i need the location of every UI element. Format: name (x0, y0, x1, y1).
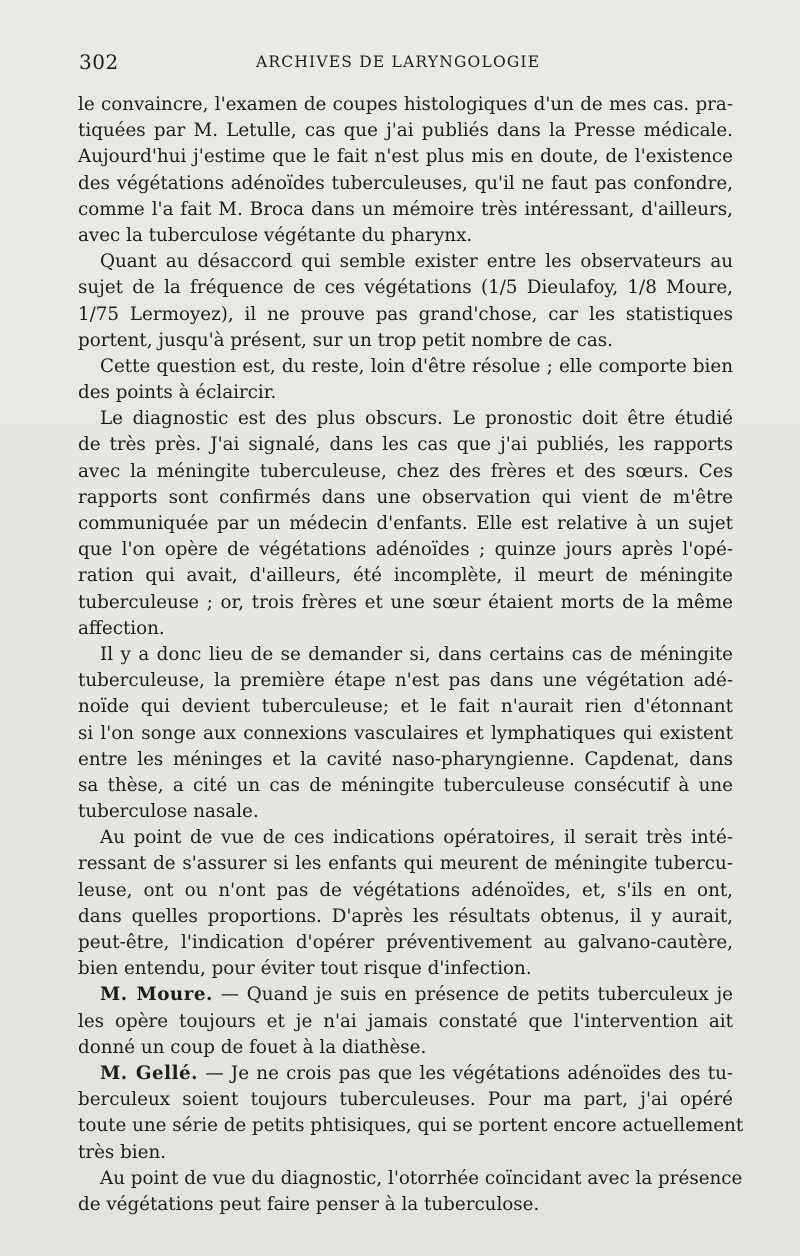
body-text (78, 92, 744, 1218)
text-line: sa thèse, a cité un cas de méningite tuberculeuse consécutif à une (78, 774, 733, 796)
text-line: avec la méningite tuberculeuse, chez des frères et des sœurs. Ces (78, 460, 733, 482)
text-line: toute une série de petits phtisiques, qui se portent encore actuellement (78, 1115, 744, 1137)
text-line: leuse, ont ou n'ont pas de végétations adénoïdes, et, s'ils en ont, (78, 879, 733, 901)
running-head (79, 50, 729, 76)
text-line (78, 982, 733, 1008)
text-line: communiquée par un médecin d'enfants. Elle est relative à un sujet (78, 513, 733, 534)
text-line: très bien. (78, 1141, 167, 1163)
text-line: Il y a donc lieu de se demander si, dans certains cas de méningite (100, 643, 733, 665)
text-line: Aujourd'hui j'estime que le fait n'est plus mis en doute, de l'existence (78, 146, 733, 168)
text-line: le convaincre, l'examen de coupes histologiques d'un de mes cas. pra- (78, 94, 733, 115)
text-line: Le diagnostic est des plus obscurs. Le pronostic doit être étudié (100, 408, 733, 430)
text-line: dans quelles proportions. D'après les résultats obtenus, il y aurait, (78, 905, 733, 927)
paragraph (78, 406, 733, 642)
text-line: les opère toujours et je n'ai jamais constaté que l'intervention ait (78, 1010, 733, 1032)
text-line: ressant de s'assurer si les enfants qui meurent de méningite tubercu- (78, 853, 733, 875)
text-line: Cette question est, du reste, loin d'être résolue ; elle comporte bien (100, 355, 733, 377)
speaker-paragraph-gelle (78, 1061, 744, 1166)
text-line: comme l'a fait M. Broca dans un mémoire très intéressant, d'ailleurs, (78, 198, 733, 220)
paragraph (78, 354, 733, 406)
text-line: sujet de la fréquence de ces végétations (1/5 Dieulafoy, 1/8 Moure, (78, 277, 733, 299)
text-line: avec la tuberculose végétante du pharynx. (78, 224, 473, 246)
text-line: tiquées par M. Letulle, cas que j'ai publiés dans la Presse médicale. (78, 120, 733, 142)
text-line: si l'on songe aux connexions vasculaires et lymphatiques qui existent (78, 722, 733, 744)
paragraph (78, 1166, 743, 1218)
text-line: tuberculeuse ; or, trois frères et une sœur étaient morts de la même (78, 591, 733, 613)
text-line: des végétations adénoïdes tuberculeuses, qu'il ne faut pas confondre, (78, 172, 733, 194)
running-title: ARCHIVES DE LARYNGOLOGIE (256, 53, 541, 71)
text-line: berculeux soient toujours tuberculeuses. Pour ma part, j'ai opéré (78, 1089, 733, 1111)
paragraph (78, 249, 733, 354)
text-line: des points à éclaircir. (78, 382, 277, 404)
text-line: rapports sont confirmés dans une observation qui vient de m'être (78, 486, 733, 508)
speaker-name: M. Gellé. (100, 1062, 199, 1084)
paragraph (78, 642, 733, 825)
speaker-name: M. Moure. (100, 984, 213, 1006)
speaker-paragraph-moure (78, 982, 733, 1061)
speaker-text: — Je ne crois pas que les végétations adénoïdes des tu- (205, 1062, 734, 1084)
text-line: ration qui avait, d'ailleurs, été incomplète, il meurt de méningite (78, 565, 733, 587)
text-line: Au point de vue de ces indications opératoires, il serait très inté- (100, 827, 733, 849)
text-line: noïde qui devient tuberculeuse; et le fait n'aurait rien d'étonnant (78, 696, 733, 718)
text-line: tuberculose nasale. (78, 801, 259, 823)
page-number: 302 (79, 50, 119, 74)
paragraph (78, 92, 733, 249)
text-line: peut-être, l'indication d'opérer préventivement au galvano-cautère, (78, 932, 733, 953)
text-line: entre les méninges et la cavité naso-pharyngienne. Capdenat, dans (78, 748, 733, 770)
text-line: Quant au désaccord qui semble exister entre les observateurs au (100, 251, 733, 273)
text-line: donné un coup de fouet à la diathèse. (78, 1036, 427, 1058)
text-line: tuberculeuse, la première étape n'est pas dans une végétation adé- (78, 670, 733, 692)
text-line (78, 1061, 733, 1087)
text-line: de très près. J'ai signalé, dans les cas que j'ai publiés, les rapports (78, 434, 733, 456)
text-line: que l'on opère de végétations adénoïdes ; quinze jours après l'opé- (78, 539, 733, 561)
text-line: 1/75 Lermoyez), il ne prouve pas grand'chose, car les statistiques (78, 303, 733, 325)
paragraph (78, 825, 733, 982)
text-line: portent, jusqu'à présent, sur un trop petit nombre de cas. (78, 329, 613, 351)
text-line: de végétations peut faire penser à la tuberculose. (78, 1193, 540, 1215)
text-line: Au point de vue du diagnostic, l'otorrhée coïncidant avec la présence (100, 1167, 743, 1189)
text-line: affection. (78, 617, 165, 639)
speaker-text: — Quand je suis en présence de petits tuberculeux je (220, 984, 733, 1006)
text-line: bien entendu, pour éviter tout risque d'infection. (78, 958, 532, 980)
